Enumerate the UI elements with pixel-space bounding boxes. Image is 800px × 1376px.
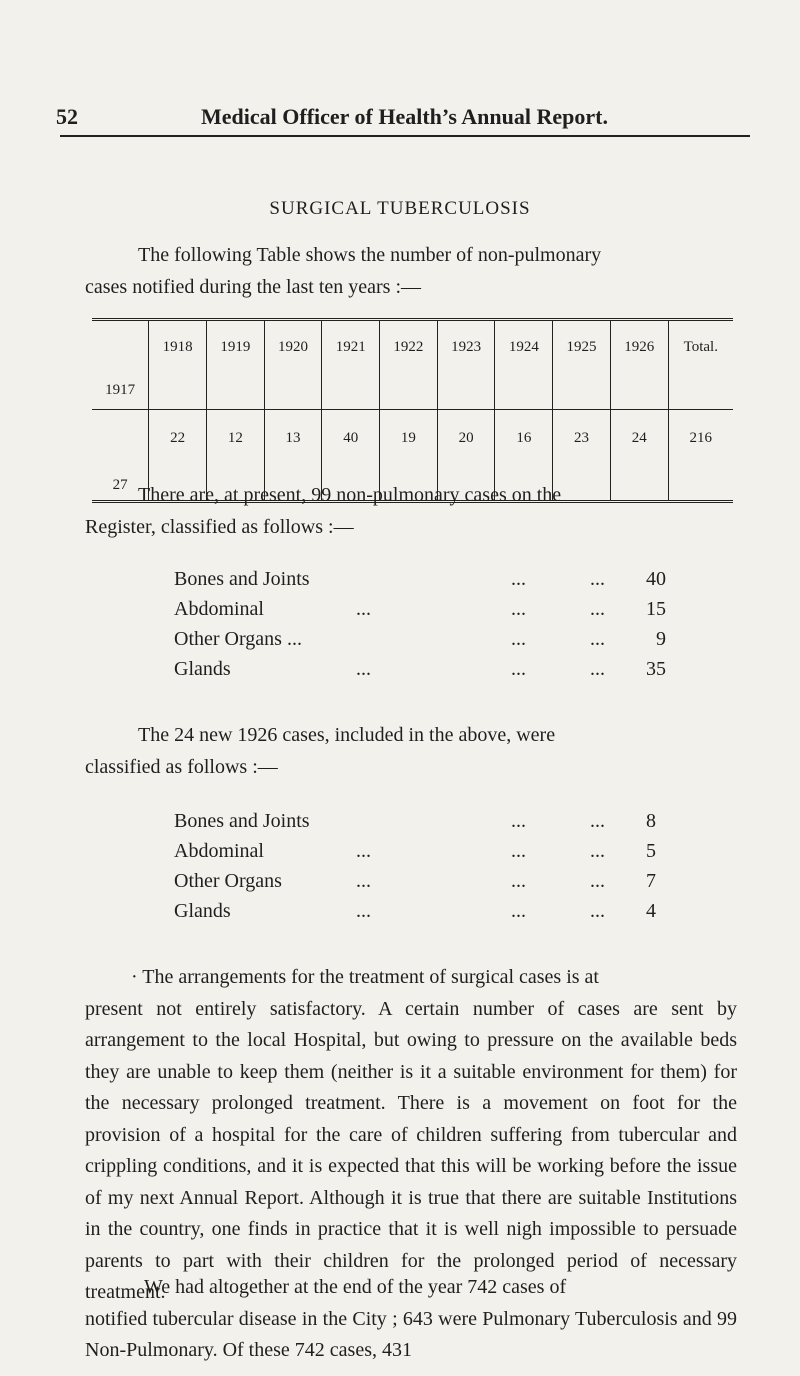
table-header-cell: 1925 (553, 320, 611, 410)
list-item-value: 8 (646, 810, 656, 832)
table-header-cell: 1921 (322, 320, 380, 410)
new-cases-line-2: classified as follows :— (85, 755, 278, 778)
intro-line-1: The following Table shows the number of non-pulmonary (138, 244, 602, 266)
table-value-cell: 24 (610, 410, 668, 502)
arrangements-paragraph (85, 962, 737, 1309)
table-header-cell: 1917 (92, 320, 149, 410)
table-header-cell: 1924 (495, 320, 553, 410)
list-item: Abdominal ... ... ... 5 (174, 840, 656, 862)
table-value-cell: 216 (668, 410, 733, 502)
present-paragraph (85, 480, 737, 543)
table-header-cell: 1918 (149, 320, 207, 410)
list-item-value: 9 (656, 628, 666, 650)
list-item: Abdominal ... ... ... 15 (174, 598, 666, 620)
table-value-cell: 40 (322, 410, 380, 502)
arrangements-body: present not entirely satisfactory. A certain number of cases are sent by arrangement to the local Hospital, but owing to pressure on the available beds they are unable to keep them (neither is it a suitable environment for them) for the necessary prolonged treatment. There is a movement on foot for the provision of a hospital for the care of children suffering from tubercular and crippling conditions, and it is expected that this will be working before the issue of my next Annual Report. Although it is true that there are suitable Institutions in the country, one finds in practice that it is well nigh impossible to persuade parents to part with their children for the prolonged period of necessary treatment. (85, 997, 737, 1303)
table-header-cell: 1923 (437, 320, 495, 410)
cases-table (92, 318, 733, 503)
list-item-label: Abdominal (174, 598, 264, 620)
arrangements-first-line: · The arrangements for the treatment of surgical cases is at (131, 966, 599, 988)
intro-paragraph (85, 240, 737, 303)
list-item-label: Other Organs (174, 870, 282, 892)
table-value-cell: 12 (206, 410, 264, 502)
list-item: Other Organs ... ... ... 9 (174, 628, 666, 650)
summary-paragraph (85, 1272, 737, 1367)
new-cases-line-1: The 24 new 1926 cases, included in the above, were (138, 724, 556, 746)
table-header-cell: 1922 (380, 320, 438, 410)
list-item-value: 7 (646, 870, 656, 892)
table-header-row (92, 320, 733, 410)
page-number: 52 (56, 104, 78, 129)
list-item-label: Bones and Joints (174, 568, 310, 590)
table-header-cell: 1920 (264, 320, 322, 410)
list-item-value: 5 (646, 840, 656, 862)
list-item: Bones and Joints ... ... 8 (174, 810, 656, 832)
present-classification-list (174, 568, 666, 688)
new-cases-paragraph (85, 720, 737, 783)
table-value-cell: 23 (553, 410, 611, 502)
table-value-cell: 19 (380, 410, 438, 502)
list-item-label: Glands (174, 900, 231, 922)
table-value-cell: 20 (437, 410, 495, 502)
list-item-value: 4 (646, 900, 656, 922)
list-item-value: 35 (646, 658, 666, 680)
intro-line-2: cases notified during the last ten years :— (85, 275, 422, 298)
list-item: Glands ... ... ... 35 (174, 658, 666, 680)
list-item: Glands ... ... ... 4 (174, 900, 656, 922)
table-header-cell: 1926 (610, 320, 668, 410)
report-title: Medical Officer of Health’s Annual Report. (201, 104, 608, 129)
table-value-cell: 13 (264, 410, 322, 502)
list-item-label: Glands (174, 658, 231, 680)
present-line-2: Register, classified as follows :— (85, 515, 354, 538)
table-value-cell: 27 (112, 477, 128, 493)
list-item-label: Abdominal (174, 840, 264, 862)
table-header-cell: 1919 (206, 320, 264, 410)
table-value-cell: 16 (495, 410, 553, 502)
list-item-value: 15 (646, 598, 666, 620)
list-item-value: 40 (646, 568, 666, 590)
list-item-label: Bones and Joints (174, 810, 310, 832)
summary-first-line: We had altogether at the end of the year 742 cases of (144, 1276, 567, 1298)
present-line-1: There are, at present, 99 non-pulmonary cases on the (138, 484, 562, 506)
list-item-label: Other Organs ... (174, 628, 302, 650)
summary-body: notified tubercular disease in the City ; 643 were Pulmonary Tuberculosis and 99 Non-Pulmonary. Of these 742 cases, 431 (85, 1307, 737, 1361)
list-item: Bones and Joints ... ... 40 (174, 568, 666, 590)
table-header-cell: Total. (668, 320, 733, 410)
new-cases-classification-list (174, 810, 656, 930)
list-item: Other Organs ... ... ... 7 (174, 870, 656, 892)
section-title: SURGICAL TUBERCULOSIS (269, 198, 531, 219)
header-rule (60, 135, 750, 137)
table-value-cell: 22 (149, 410, 207, 502)
